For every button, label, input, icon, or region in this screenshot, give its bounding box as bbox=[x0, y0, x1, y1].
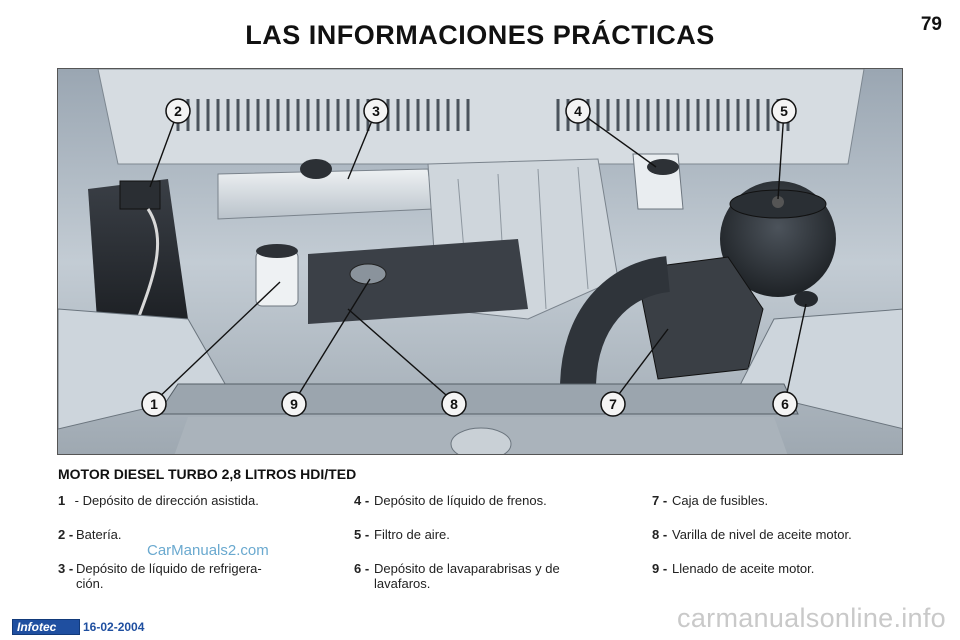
callout-3 bbox=[364, 99, 388, 123]
svg-text:7: 7 bbox=[609, 396, 617, 412]
legend-item bbox=[354, 561, 626, 591]
svg-text:3: 3 bbox=[372, 103, 380, 119]
callout-4 bbox=[566, 99, 590, 123]
legend-description: Batería. bbox=[76, 527, 122, 542]
page-title: LAS INFORMACIONES PRÁCTICAS bbox=[245, 20, 715, 50]
legend-description: Depósito de lavaparabrisas y de lavafaros. bbox=[374, 561, 560, 591]
callout-8 bbox=[442, 392, 466, 416]
legend-description: Depósito de líquido de refrigera- ción. bbox=[76, 561, 262, 591]
legend-item bbox=[58, 493, 333, 508]
legend-item bbox=[652, 527, 902, 542]
svg-text:9: 9 bbox=[290, 396, 298, 412]
legend-item bbox=[652, 561, 902, 576]
svg-text:1: 1 bbox=[150, 396, 158, 412]
watermark-carmanualsonline: carmanualsonline.info bbox=[677, 603, 946, 633]
legend-description: Caja de fusibles. bbox=[672, 493, 769, 508]
legend-description: Varilla de nivel de aceite motor. bbox=[672, 527, 852, 542]
legend-number: 7 - bbox=[652, 493, 668, 508]
legend-item bbox=[354, 493, 626, 508]
legend-item bbox=[652, 493, 902, 508]
callout-6 bbox=[773, 392, 797, 416]
engine-bay-illustration bbox=[57, 68, 903, 455]
legend-number: 8 - bbox=[652, 527, 668, 542]
legend-separator: - bbox=[71, 493, 83, 508]
legend-description: Filtro de aire. bbox=[374, 527, 450, 542]
section-title: MOTOR DIESEL TURBO 2,8 LITROS HDI/TED bbox=[58, 466, 357, 482]
callout-1 bbox=[142, 392, 166, 416]
legend-description: Depósito de dirección asistida. bbox=[82, 493, 259, 508]
legend-item bbox=[58, 527, 326, 542]
legend-number: 3 - bbox=[58, 561, 74, 576]
engine-bay-drawing bbox=[58, 69, 903, 455]
legend-number: 2 - bbox=[58, 527, 74, 542]
callout-5 bbox=[772, 99, 796, 123]
legend-number: 9 - bbox=[652, 561, 668, 576]
svg-text:2: 2 bbox=[174, 103, 182, 119]
callout-2 bbox=[166, 99, 190, 123]
infotec-badge-label: Infotec bbox=[17, 620, 57, 634]
legend-number: 4 - bbox=[354, 493, 370, 508]
legend-description: Llenado de aceite motor. bbox=[672, 561, 815, 576]
footer-date: 16-02-2004 bbox=[83, 620, 145, 634]
watermark-carmanuals2: CarManuals2.com bbox=[147, 542, 269, 559]
legend-item bbox=[354, 527, 626, 542]
svg-text:6: 6 bbox=[781, 396, 789, 412]
svg-text:4: 4 bbox=[574, 103, 582, 119]
legend-number: 5 - bbox=[354, 527, 370, 542]
svg-text:5: 5 bbox=[780, 103, 788, 119]
legend-item bbox=[58, 561, 326, 591]
callout-7 bbox=[601, 392, 625, 416]
svg-text:8: 8 bbox=[450, 396, 458, 412]
callout-9 bbox=[282, 392, 306, 416]
page-number: 79 bbox=[920, 14, 942, 35]
legend-number: 1 bbox=[58, 493, 66, 508]
legend-description: Depósito de líquido de frenos. bbox=[374, 493, 547, 508]
infotec-badge bbox=[12, 619, 80, 635]
legend-number: 6 - bbox=[354, 561, 370, 576]
